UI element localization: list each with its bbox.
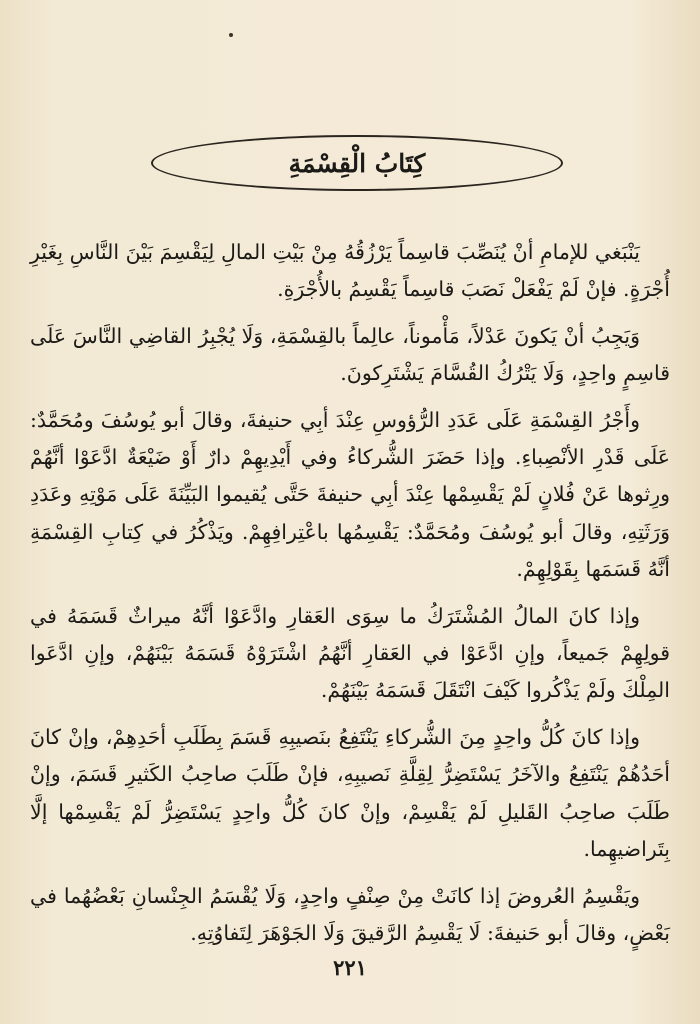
paragraph-4: وإذا كانَ المالُ المُشْتَرَكُ ما سِوَى العَقارِ وادَّعَوْا أنَّهُ ميراثٌ قَسَمَهُ في قولِهِمْ جَميعاً، وإنِ ادَّعَوْا في العَقارِ أنَّهُمُ اشْتَرَوْهُ قَسَمَهُ بَيْنَهُمْ، وإنِ ادَّعَوا المِلْكَ ولَمْ يَذْكُروا كَيْفَ انْتَقَلَ قَسَمَهُ بَيْنَهُمْ.: [30, 603, 670, 703]
paragraph-6: ويَقْسِمُ العُروضَ إذا كانَتْ مِنْ صِنْفٍ واحِدٍ، وَلَا يُقْسَمُ الجِنْسانِ بَعْضُهُما في بَعْضٍ، وقالَ أبو حَنيفةَ: لَا يَقْسِمُ الرَّقيقَ وَلَا الجَوْهَرَ لِتَفاوُتِهِ.: [30, 883, 670, 945]
page-number: ٢٢١: [333, 955, 367, 980]
paragraph-2: وَيَجِبُ أنْ يَكونَ عَدْلاً، مَأْموناً، عالِماً بالقِسْمَةِ، وَلَا يُجْبِرُ القاضِي النَّاسَ عَلَى قاسِمٍ واحِدٍ، وَلَا يَتْرُكُ القُسَّامَ يَشْتَرِكونَ.: [30, 323, 670, 386]
chapter-title-frame: [151, 135, 563, 191]
chapter-title: كِتَابُ الْقِسْمَةِ: [288, 148, 426, 178]
paragraph-3: وأَجْرُ القِسْمَةِ عَلَى عَدَدِ الرُّؤوسِ عِنْدَ أبِي حنيفةَ، وقالَ أبو يُوسُفَ ومُحَمَّدٌ: عَلَى قَدْرِ الأنْصِباءِ. وإذا حَضَرَ الشُّركاءُ وفي أَيْدِيهِمْ دارٌ أَوْ ضَيْعَةٌ ادَّعَوْا أنَّهُمْ ورِثوها عَنْ فُلانٍ لَمْ يَقْسِمْها عِنْدَ أبِي حنيفةَ حَتَّى يُقيموا البَيِّنَةَ عَلَى مَوْتِهِ وعَدَدِ وَرَثَتِهِ، وقالَ أبو يُوسُفَ ومُحَمَّدٌ: يَقْسِمُها باعْتِرافِهِمْ. ويَذْكُرُ في كِتابِ القِسْمَةِ أنَّهُ قَسَمَها بِقَوْلِهِمْ.: [30, 407, 670, 582]
body-text: [30, 234, 670, 961]
ink-speck: [229, 33, 233, 37]
paragraph-5: وإذا كانَ كُلُّ واحِدٍ مِنَ الشُّركاءِ يَنْتَفِعُ بنَصيبِهِ قَسَمَ بِطَلَبِ أحَدِهِمْ، وإنْ كانَ أحَدُهُمْ يَنْتَفِعُ والآخَرُ يَسْتَضِرُّ لِقِلَّةِ نَصيبِهِ، فإنْ طَلَبَ صاحِبُ الكَثيرِ قَسَمَ، وإنْ طَلَبَ صاحِبُ القَليلِ لَمْ يَقْسِمْ، وإنْ كانَ كُلُّ واحِدٍ يَسْتَضِرُّ لَمْ يَقْسِمْها إلَّا بِتَراضيهِما.: [30, 724, 670, 862]
paragraph-1: يَنْبَغي للإمامِ أنْ يُنَصِّبَ قاسِماً يَرْزُقُهُ مِنْ بَيْتِ المالِ لِيَقْسِمَ بَيْنَ النَّاسِ بِغَيْرِ أُجْرَةٍ. فإنْ لَمْ يَفْعَلْ نَصَبَ قاسِماً يَقْسِمُ بالأُجْرَةِ.: [30, 240, 670, 302]
